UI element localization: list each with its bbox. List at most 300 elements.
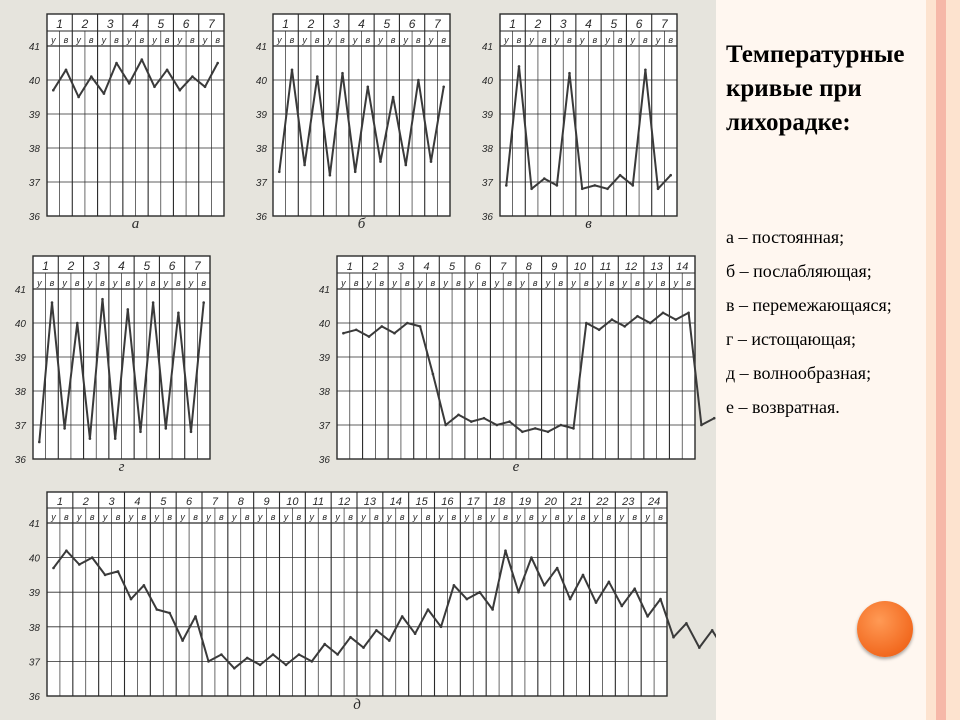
temperature-point <box>336 653 339 656</box>
chart-day-label: 13 <box>650 261 663 273</box>
chart-y-tick-label: 36 <box>14 455 26 466</box>
temperature-point <box>644 69 647 72</box>
temperature-point <box>649 322 652 325</box>
chart-day-label: 6 <box>474 261 481 273</box>
chart-time-label: в <box>668 35 674 45</box>
chart-day-label: 12 <box>337 496 351 508</box>
temperature-point <box>547 431 550 434</box>
chart-time-label: у <box>417 278 423 288</box>
chart-y-tick-label: 41 <box>255 42 267 53</box>
chart-day-label: 3 <box>108 496 115 508</box>
temperature-point <box>291 69 294 72</box>
temperature-point <box>560 424 563 427</box>
chart-time-label: в <box>365 35 371 45</box>
chart-day-label: 4 <box>423 261 430 273</box>
chart-time-label: у <box>257 512 263 522</box>
chart-time-label: у <box>593 512 599 522</box>
temperature-point <box>78 563 81 566</box>
chart-time-label: у <box>387 512 392 522</box>
chart-time-label: у <box>302 35 307 45</box>
temperature-point <box>115 62 118 65</box>
chart-time-label: в <box>635 278 640 288</box>
temperature-point <box>619 174 622 177</box>
temperature-point <box>316 75 319 78</box>
chart-time-label: в <box>658 512 663 522</box>
chart-y-tick-label: 38 <box>255 144 267 155</box>
chart-time-label: в <box>150 278 156 288</box>
temperature-point <box>114 437 117 440</box>
chart-caption: г <box>118 459 125 475</box>
chart-day-label: 2 <box>372 261 379 273</box>
temperature-point <box>636 315 639 318</box>
chart-day-label: 7 <box>208 17 215 31</box>
temperature-point <box>621 605 624 608</box>
chart-time-label: у <box>366 278 372 288</box>
chart-day-label: 6 <box>635 17 643 31</box>
chart-time-label: у <box>567 512 573 522</box>
chart-time-label: в <box>592 35 598 45</box>
chart-time-label: в <box>477 512 483 522</box>
chart-y-tick-label: 37 <box>28 657 40 669</box>
chart-day-label: 7 <box>500 261 507 273</box>
temperature-point <box>90 75 93 78</box>
chart-time-label: в <box>451 512 457 522</box>
temperature-point <box>127 308 130 311</box>
chart-day-label: 2 <box>534 17 542 31</box>
temperature-point <box>77 96 80 99</box>
chart-time-label: в <box>583 278 589 288</box>
temperature-point <box>504 549 507 552</box>
legend-item-v: в – перемежающаяся; <box>726 295 892 315</box>
chart-day-label: 3 <box>397 261 404 273</box>
temperature-point <box>65 549 68 552</box>
temperature-point <box>207 660 210 663</box>
chart-y-tick-label: 38 <box>318 387 330 398</box>
chart-time-label: в <box>580 512 586 522</box>
chart-day-label: 9 <box>551 261 558 273</box>
chart-time-label: в <box>114 35 119 45</box>
temperature-point <box>530 188 533 191</box>
chart-y-tick-label: 39 <box>318 353 330 364</box>
temperature-point <box>556 567 559 570</box>
temperature-point <box>442 86 445 89</box>
chart-y-tick-label: 36 <box>28 692 40 703</box>
chart-y-tick-label: 39 <box>255 110 267 121</box>
chart-time-label: в <box>456 278 461 288</box>
chart-time-label: в <box>516 35 522 45</box>
chart-time-label: в <box>374 512 379 522</box>
chart-time-label: у <box>163 278 168 288</box>
temperature-point <box>632 184 635 187</box>
legend-item-b: б – послабляющая; <box>726 261 872 281</box>
chart-time-label: у <box>596 278 602 288</box>
chart-time-label: у <box>655 35 661 45</box>
temperature-point <box>508 420 511 423</box>
chart-time-label: в <box>193 512 198 522</box>
temperature-point <box>379 160 382 163</box>
chart-day-label: 14 <box>676 261 689 273</box>
temperature-point <box>543 584 546 587</box>
temperature-point <box>285 664 288 667</box>
temperature-point <box>505 184 508 187</box>
temperature-point <box>202 301 205 304</box>
chart-time-label: в <box>100 278 105 288</box>
temperature-point <box>483 417 486 420</box>
chart-time-label: в <box>379 278 385 288</box>
chart-time-label: в <box>88 35 94 45</box>
temperature-point <box>52 567 55 570</box>
temperature-point <box>568 72 571 75</box>
temperature-point <box>329 174 332 177</box>
temperature-point <box>259 664 262 667</box>
chart-time-label: в <box>686 278 691 288</box>
chart-time-label: в <box>390 35 396 45</box>
chart-day-label: 23 <box>622 496 635 508</box>
chart-time-label: в <box>296 512 302 522</box>
chart-day-label: 7 <box>661 17 668 31</box>
chart-time-label: у <box>283 512 289 522</box>
chart-time-label: у <box>177 35 182 45</box>
temperature-point <box>191 75 194 78</box>
temperature-point <box>153 86 156 89</box>
legend-list <box>726 220 956 424</box>
temperature-point <box>623 325 626 328</box>
chart-day-label: 7 <box>434 17 441 31</box>
chart-time-label: в <box>606 512 612 522</box>
chart-day-label: 10 <box>573 261 587 273</box>
chart-caption: б <box>357 216 366 232</box>
chart-y-tick-label: 38 <box>28 622 40 634</box>
chart-y-tick-label: 41 <box>318 285 330 296</box>
temperature-point <box>401 615 404 618</box>
temperature-point <box>233 667 236 670</box>
chart-time-label: в <box>425 512 431 522</box>
temperature-point <box>598 329 601 332</box>
chart-time-label: у <box>101 35 107 45</box>
chart-time-label: в <box>89 512 95 522</box>
chart-time-label: в <box>441 35 447 45</box>
chart-time-label: у <box>412 512 418 522</box>
chart-day-label: 3 <box>92 259 100 273</box>
temperature-point <box>669 174 672 177</box>
temperature-point <box>611 318 614 321</box>
chart-time-label: у <box>102 512 108 522</box>
temperature-point <box>354 171 357 174</box>
temperature-point <box>104 574 107 577</box>
chart-y-tick-label: 39 <box>28 110 40 121</box>
chart-day-label: 9 <box>263 496 270 508</box>
temperature-point <box>700 424 703 427</box>
chart-day-label: 2 <box>81 17 89 31</box>
chart-time-label: в <box>49 278 55 288</box>
chart-day-label: 5 <box>143 259 151 273</box>
temperature-point <box>272 653 275 656</box>
temperature-point <box>595 601 598 604</box>
temperature-point <box>141 58 144 61</box>
temperature-point <box>427 608 430 611</box>
chart-y-tick-label: 39 <box>14 353 26 364</box>
temperature-point <box>444 424 447 427</box>
chart-time-label: в <box>481 278 487 288</box>
chart-time-label: у <box>335 512 340 522</box>
temperature-point <box>165 427 168 430</box>
chart-time-label: у <box>542 512 547 522</box>
chart-day-label: 12 <box>624 261 638 273</box>
chart-time-label: у <box>630 35 635 45</box>
chart-day-label: 4 <box>132 17 139 31</box>
chart-time-label: в <box>215 35 221 45</box>
temperature-point <box>606 188 609 191</box>
chart-day-label: 5 <box>610 17 618 31</box>
chart-y-tick-label: 38 <box>28 144 40 155</box>
chart-y-tick-label: 41 <box>14 285 26 296</box>
temperature-point <box>117 570 120 573</box>
chart-day-label: 22 <box>596 496 609 508</box>
chart-time-label: у <box>352 35 358 45</box>
chart-time-label: у <box>648 278 653 288</box>
temperature-point <box>143 584 146 587</box>
temperature-point <box>51 301 54 304</box>
chart-time-label: у <box>202 35 208 45</box>
temperature-point <box>457 414 460 417</box>
temperature-point <box>711 629 714 632</box>
chart-time-label: у <box>504 35 509 45</box>
chart-time-label: в <box>348 512 353 522</box>
chart-day-label: 6 <box>182 17 190 31</box>
chart-y-tick-label: 41 <box>481 42 493 53</box>
temperature-point <box>414 632 417 635</box>
temperature-point <box>517 591 520 594</box>
temperature-point <box>63 427 66 430</box>
temperature-point <box>194 615 197 618</box>
chart-time-label: у <box>554 35 560 45</box>
temperature-point <box>556 184 559 187</box>
chart-day-label: 14 <box>389 496 402 508</box>
temperature-point <box>581 188 584 191</box>
chart-time-label: в <box>64 512 69 522</box>
chart-time-label: в <box>139 35 145 45</box>
temperature-point <box>76 322 79 325</box>
chart-day-label: 5 <box>383 17 391 31</box>
chart-time-label: в <box>289 35 295 45</box>
chart-time-label: у <box>327 35 333 45</box>
chart-time-label: у <box>520 278 525 288</box>
temperature-point <box>349 636 352 639</box>
temperature-point <box>530 556 533 559</box>
temperature-point <box>323 643 326 646</box>
chart-day-label: 8 <box>237 496 244 508</box>
temperature-point <box>139 431 142 434</box>
chart-time-label: у <box>494 278 500 288</box>
chart-time-label: в <box>617 35 623 45</box>
chart-day-label: 3 <box>332 17 340 31</box>
chart-time-label: у <box>490 512 495 522</box>
temperature-point <box>419 325 422 328</box>
temperature-point <box>406 322 409 325</box>
chart-time-label: у <box>77 512 82 522</box>
chart-day-label: 1 <box>56 17 63 31</box>
legend-item-g: г – истощающая; <box>726 329 857 349</box>
chart-day-label: 2 <box>67 259 75 273</box>
temperature-point <box>491 608 494 611</box>
temperature-point <box>572 427 575 430</box>
chart-time-label: в <box>322 512 328 522</box>
temperature-point <box>521 431 524 434</box>
chart-y-tick-label: 37 <box>28 178 40 189</box>
chart-day-label: 1 <box>346 261 353 273</box>
temperature-point <box>103 92 106 95</box>
chart-day-label: 17 <box>467 496 480 508</box>
temperature-point <box>518 65 521 68</box>
chart-time-label: в <box>201 278 207 288</box>
temperature-point <box>216 62 219 65</box>
chart-time-label: у <box>673 278 679 288</box>
temperature-point <box>381 325 384 328</box>
chart-time-label: в <box>115 512 121 522</box>
temperature-point <box>432 373 435 376</box>
chart-time-label: в <box>125 278 131 288</box>
chart-time-label: в <box>314 35 320 45</box>
chart-time-label: у <box>152 35 157 45</box>
chart-time-label: у <box>51 512 56 522</box>
chart-time-label: у <box>545 278 551 288</box>
temperature-point <box>101 298 104 301</box>
temperature-point <box>177 312 180 315</box>
chart-time-label: у <box>605 35 610 45</box>
chart-time-label: у <box>62 278 67 288</box>
slide-title: Температурные кривые при лихорадке: <box>726 41 905 136</box>
chart-day-label: 20 <box>544 496 557 508</box>
temperature-point <box>685 622 688 625</box>
chart-day-label: 7 <box>194 259 201 273</box>
chart-time-label: в <box>353 278 359 288</box>
chart-time-label: у <box>645 512 650 522</box>
chart-y-tick-label: 40 <box>255 76 267 87</box>
chart-day-label: 6 <box>168 259 176 273</box>
temperature-point <box>453 584 456 587</box>
chart-y-tick-label: 40 <box>28 76 40 87</box>
temperature-point <box>646 615 649 618</box>
chart-time-label: в <box>74 278 80 288</box>
chart-caption: д <box>353 697 361 713</box>
chart-day-label: 4 <box>358 17 365 31</box>
temperature-point <box>687 312 690 315</box>
chart-y-tick-label: 38 <box>481 144 493 155</box>
temperature-point <box>470 420 473 423</box>
temperature-point <box>311 660 314 663</box>
temperature-point <box>585 322 588 325</box>
temperature-point <box>466 598 469 601</box>
chart-time-label: у <box>309 512 315 522</box>
chart-day-label: 4 <box>118 259 125 273</box>
chart-y-tick-label: 36 <box>28 212 40 223</box>
chart-time-label: у <box>128 512 134 522</box>
temperature-point <box>392 96 395 99</box>
temperature-point <box>220 653 223 656</box>
temperature-point <box>65 69 68 72</box>
legend-item-d: д – волнообразная; <box>726 363 872 383</box>
temperature-point <box>152 301 155 304</box>
chart-day-label: 3 <box>559 17 567 31</box>
temperature-point <box>569 598 572 601</box>
chart-time-label: у <box>622 278 627 288</box>
chart-day-label: 10 <box>286 496 299 508</box>
chart-y-tick-label: 40 <box>28 553 40 565</box>
chart-time-label: в <box>190 35 195 45</box>
temperature-point <box>698 646 701 649</box>
chart-time-label: у <box>232 512 237 522</box>
chart-time-label: в <box>554 512 560 522</box>
chart-time-label: у <box>180 512 185 522</box>
chart-time-label: у <box>619 512 625 522</box>
legend-item-e: е – возвратная. <box>726 397 840 417</box>
temperature-point <box>393 332 396 335</box>
chart-day-label: 6 <box>408 17 416 31</box>
temperature-point <box>388 639 391 642</box>
chart-day-label: 7 <box>211 496 218 508</box>
chart-day-label: 11 <box>599 261 612 273</box>
chart-time-label: в <box>503 512 508 522</box>
chart-day-label: 6 <box>186 496 193 508</box>
chart-time-label: в <box>404 278 410 288</box>
chart-caption: е <box>512 459 520 475</box>
temperature-point <box>246 657 249 660</box>
chart-day-label: 11 <box>312 496 324 508</box>
temperature-point <box>672 636 675 639</box>
temperature-point <box>362 646 365 649</box>
chart-day-label: 24 <box>647 496 661 508</box>
temperature-point <box>367 86 370 89</box>
chart-time-label: в <box>430 278 436 288</box>
chart-time-label: в <box>176 278 181 288</box>
chart-y-tick-label: 41 <box>28 519 40 530</box>
chart-time-label: у <box>126 35 132 45</box>
temperature-point <box>166 69 169 72</box>
chart-time-label: у <box>529 35 534 45</box>
legend-item-a: а – постоянная; <box>726 227 845 247</box>
chart-time-label: у <box>392 278 397 288</box>
chart-time-label: в <box>532 278 538 288</box>
temperature-point <box>341 72 344 75</box>
chart-time-label: в <box>541 35 547 45</box>
chart-time-label: в <box>167 512 173 522</box>
chart-day-label: 8 <box>525 261 532 273</box>
temperature-point <box>534 427 537 430</box>
temperature-point <box>478 591 481 594</box>
chart-day-label: 19 <box>518 496 532 508</box>
chart-caption: а <box>131 216 140 232</box>
chart-day-label: 2 <box>307 17 315 31</box>
chart-time-label: в <box>558 278 564 288</box>
temperature-point <box>355 329 358 332</box>
chart-time-label: у <box>571 278 576 288</box>
chart-time-label: в <box>219 512 224 522</box>
temperature-point <box>657 188 660 191</box>
chart-y-tick-label: 37 <box>318 421 330 432</box>
chart-time-label: в <box>507 278 512 288</box>
chart-time-label: в <box>244 512 250 522</box>
temperature-point <box>179 89 182 92</box>
chart-time-label: в <box>529 512 534 522</box>
chart-y-tick-label: 40 <box>318 319 330 330</box>
temperature-point <box>303 164 306 167</box>
chart-y-tick-label: 37 <box>255 178 267 189</box>
temperature-point <box>582 574 585 577</box>
temperature-point <box>675 318 678 321</box>
chart-y-tick-label: 36 <box>255 212 267 223</box>
temperature-point <box>633 587 636 590</box>
chart-y-tick-label: 36 <box>481 212 493 223</box>
